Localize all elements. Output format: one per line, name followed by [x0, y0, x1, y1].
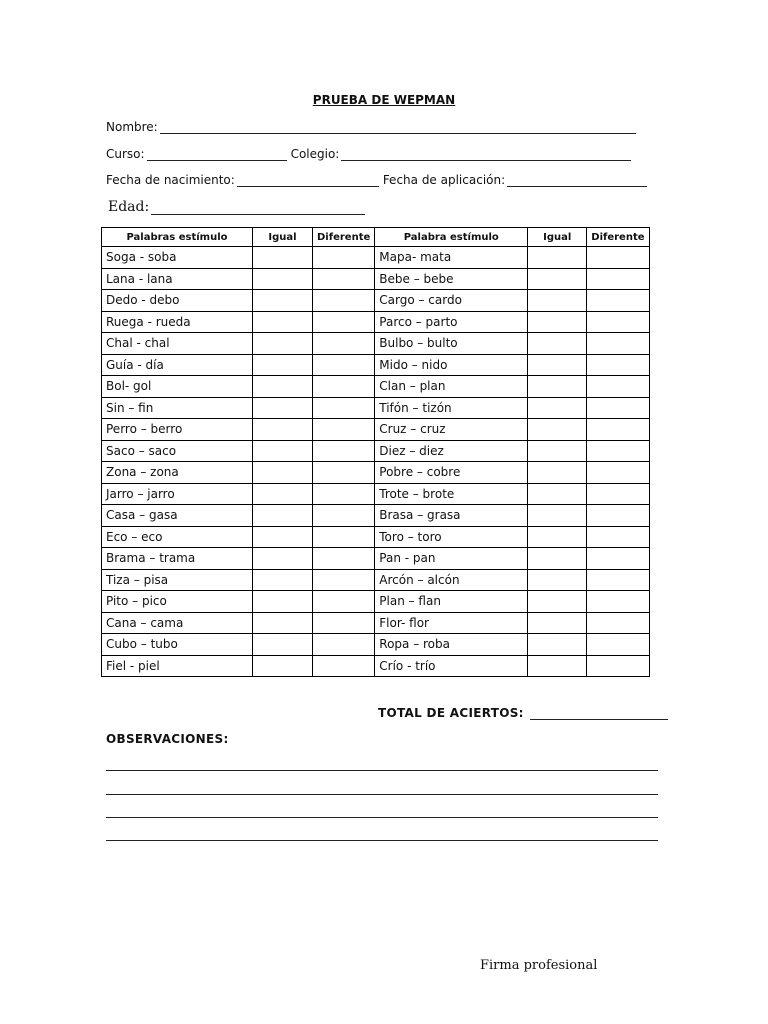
- diferente-left-cell[interactable]: [313, 376, 375, 398]
- igual-left-cell[interactable]: [253, 290, 313, 312]
- stimulus-right: Toro – toro: [375, 526, 528, 548]
- stimulus-left: Fiel - piel: [102, 655, 253, 677]
- igual-left-cell[interactable]: [253, 526, 313, 548]
- igual-right-cell[interactable]: [528, 655, 587, 677]
- diferente-right-cell[interactable]: [587, 290, 649, 312]
- igual-right-cell[interactable]: [528, 354, 587, 376]
- stimulus-left: Saco – saco: [102, 440, 253, 462]
- stimulus-left: Lana - lana: [102, 268, 253, 290]
- nombre-field[interactable]: [160, 121, 636, 134]
- stimulus-left: Dedo - debo: [102, 290, 253, 312]
- diferente-right-cell[interactable]: [587, 655, 649, 677]
- diferente-right-cell[interactable]: [587, 483, 649, 505]
- stimulus-left: Soga - soba: [102, 247, 253, 269]
- igual-right-cell[interactable]: [528, 612, 587, 634]
- colegio-field[interactable]: [341, 148, 631, 161]
- stimulus-left: Ruega - rueda: [102, 311, 253, 333]
- stimulus-left: Cubo – tubo: [102, 634, 253, 656]
- curso-label: Curso:: [106, 147, 145, 161]
- diferente-left-cell[interactable]: [313, 548, 375, 570]
- stimulus-left: Sin – fin: [102, 397, 253, 419]
- observaciones-line[interactable]: [106, 840, 658, 841]
- igual-right-cell[interactable]: [528, 397, 587, 419]
- stimulus-left: Casa – gasa: [102, 505, 253, 527]
- igual-right-cell[interactable]: [528, 569, 587, 591]
- diferente-left-cell[interactable]: [313, 634, 375, 656]
- diferente-left-cell[interactable]: [313, 440, 375, 462]
- igual-right-cell[interactable]: [528, 526, 587, 548]
- diferente-right-cell[interactable]: [587, 419, 649, 441]
- stimulus-right: Bebe – bebe: [375, 268, 528, 290]
- diferente-right-cell[interactable]: [587, 505, 649, 527]
- stimulus-right: Trote – brote: [375, 483, 528, 505]
- igual-left-cell[interactable]: [253, 268, 313, 290]
- diferente-left-cell[interactable]: [313, 483, 375, 505]
- table-row: [102, 376, 650, 398]
- igual-right-cell[interactable]: [528, 548, 587, 570]
- header-diferente-2: Diferente: [587, 228, 649, 247]
- igual-left-cell[interactable]: [253, 419, 313, 441]
- diferente-right-cell[interactable]: [587, 462, 649, 484]
- diferente-right-cell[interactable]: [587, 333, 649, 355]
- diferente-left-cell[interactable]: [313, 311, 375, 333]
- diferente-left-cell[interactable]: [313, 333, 375, 355]
- igual-left-cell[interactable]: [253, 634, 313, 656]
- table-row: [102, 333, 650, 355]
- stimulus-right: Mido – nido: [375, 354, 528, 376]
- table-row: [102, 397, 650, 419]
- diferente-right-cell[interactable]: [587, 397, 649, 419]
- stimulus-right: Arcón – alcón: [375, 569, 528, 591]
- igual-right-cell[interactable]: [528, 591, 587, 613]
- stimulus-right: Pan - pan: [375, 548, 528, 570]
- diferente-right-cell[interactable]: [587, 612, 649, 634]
- igual-left-cell[interactable]: [253, 591, 313, 613]
- stimulus-right: Ropa – roba: [375, 634, 528, 656]
- stimulus-right: Crío - trío: [375, 655, 528, 677]
- stimulus-right: Mapa- mata: [375, 247, 528, 269]
- diferente-left-cell[interactable]: [313, 290, 375, 312]
- observaciones-line[interactable]: [106, 794, 658, 795]
- diferente-right-cell[interactable]: [587, 247, 649, 269]
- igual-left-cell[interactable]: [253, 505, 313, 527]
- nombre-label: Nombre:: [106, 120, 158, 134]
- diferente-right-cell[interactable]: [587, 526, 649, 548]
- curso-field[interactable]: [147, 148, 287, 161]
- diferente-left-cell[interactable]: [313, 397, 375, 419]
- igual-left-cell[interactable]: [253, 440, 313, 462]
- fecha-aplicacion-label: Fecha de aplicación:: [382, 173, 506, 187]
- igual-left-cell[interactable]: [253, 376, 313, 398]
- table-row: [102, 569, 650, 591]
- stimulus-right: Plan – flan: [375, 591, 528, 613]
- total-aciertos-row: [378, 706, 672, 720]
- igual-right-cell[interactable]: [528, 419, 587, 441]
- table-row: [102, 591, 650, 613]
- igual-right-cell[interactable]: [528, 483, 587, 505]
- igual-left-cell[interactable]: [253, 397, 313, 419]
- edad-label: Edad:: [108, 199, 150, 215]
- diferente-right-cell[interactable]: [587, 354, 649, 376]
- edad-field[interactable]: [151, 200, 365, 215]
- fechas-row: [106, 173, 651, 187]
- stimulus-right: Pobre – cobre: [375, 462, 528, 484]
- diferente-left-cell[interactable]: [313, 462, 375, 484]
- igual-right-cell[interactable]: [528, 505, 587, 527]
- stimulus-right: Cruz – cruz: [375, 419, 528, 441]
- igual-right-cell[interactable]: [528, 247, 587, 269]
- diferente-right-cell[interactable]: [587, 634, 649, 656]
- table-row: [102, 655, 650, 677]
- document-title: PRUEBA DE WEPMAN: [312, 93, 456, 107]
- igual-right-cell[interactable]: [528, 268, 587, 290]
- stimulus-right: Cargo – cardo: [375, 290, 528, 312]
- igual-left-cell[interactable]: [253, 655, 313, 677]
- diferente-left-cell[interactable]: [313, 612, 375, 634]
- header-igual: Igual: [253, 228, 313, 247]
- igual-right-cell[interactable]: [528, 333, 587, 355]
- stimulus-left: Tiza – pisa: [102, 569, 253, 591]
- fecha-nacimiento-field[interactable]: [237, 174, 379, 187]
- stimulus-left: Brama – trama: [102, 548, 253, 570]
- wepman-table: [101, 227, 650, 677]
- igual-right-cell[interactable]: [528, 376, 587, 398]
- stimulus-left: Cana – cama: [102, 612, 253, 634]
- total-aciertos-field[interactable]: [530, 707, 668, 720]
- igual-left-cell[interactable]: [253, 311, 313, 333]
- table-row: [102, 354, 650, 376]
- diferente-right-cell[interactable]: [587, 591, 649, 613]
- table-row: [102, 612, 650, 634]
- stimulus-left: Pito – pico: [102, 591, 253, 613]
- firma-profesional: Firma profesional: [480, 958, 598, 973]
- stimulus-right: Bulbo – bulto: [375, 333, 528, 355]
- stimulus-left: Zona – zona: [102, 462, 253, 484]
- stimulus-left: Chal - chal: [102, 333, 253, 355]
- colegio-label: Colegio:: [290, 147, 340, 161]
- diferente-left-cell[interactable]: [313, 419, 375, 441]
- diferente-left-cell[interactable]: [313, 247, 375, 269]
- header-igual-2: Igual: [528, 228, 587, 247]
- observaciones-line[interactable]: [106, 770, 658, 771]
- header-palabras-estimulo: Palabras estímulo: [102, 228, 253, 247]
- diferente-right-cell[interactable]: [587, 440, 649, 462]
- fecha-aplicacion-field[interactable]: [507, 174, 647, 187]
- diferente-left-cell[interactable]: [313, 354, 375, 376]
- table-row: [102, 634, 650, 656]
- stimulus-right: Tifón – tizón: [375, 397, 528, 419]
- fecha-nacimiento-label: Fecha de nacimiento:: [106, 173, 235, 187]
- igual-left-cell[interactable]: [253, 483, 313, 505]
- diferente-left-cell[interactable]: [313, 526, 375, 548]
- igual-left-cell[interactable]: [253, 354, 313, 376]
- igual-right-cell[interactable]: [528, 440, 587, 462]
- diferente-left-cell[interactable]: [313, 569, 375, 591]
- igual-left-cell[interactable]: [253, 462, 313, 484]
- table-row: [102, 290, 650, 312]
- stimulus-right: Flor- flor: [375, 612, 528, 634]
- table-row: [102, 419, 650, 441]
- nombre-row: [106, 120, 640, 134]
- total-aciertos-label: TOTAL DE ACIERTOS:: [378, 706, 524, 720]
- diferente-left-cell[interactable]: [313, 591, 375, 613]
- diferente-right-cell[interactable]: [587, 311, 649, 333]
- header-palabra-estimulo: Palabra estímulo: [375, 228, 528, 247]
- igual-left-cell[interactable]: [253, 548, 313, 570]
- diferente-right-cell[interactable]: [587, 268, 649, 290]
- curso-colegio-row: [106, 147, 635, 161]
- observaciones-line[interactable]: [106, 817, 658, 818]
- table-row: [102, 548, 650, 570]
- igual-right-cell[interactable]: [528, 462, 587, 484]
- igual-left-cell[interactable]: [253, 333, 313, 355]
- table-row: [102, 440, 650, 462]
- diferente-left-cell[interactable]: [313, 268, 375, 290]
- table-row: [102, 268, 650, 290]
- table-row: [102, 462, 650, 484]
- diferente-right-cell[interactable]: [587, 376, 649, 398]
- igual-left-cell[interactable]: [253, 612, 313, 634]
- diferente-left-cell[interactable]: [313, 655, 375, 677]
- stimulus-right: Parco – parto: [375, 311, 528, 333]
- edad-row: [108, 199, 369, 215]
- table-row: [102, 311, 650, 333]
- header-diferente: Diferente: [313, 228, 375, 247]
- stimulus-right: Diez – diez: [375, 440, 528, 462]
- igual-left-cell[interactable]: [253, 569, 313, 591]
- diferente-right-cell[interactable]: [587, 569, 649, 591]
- table-row: [102, 505, 650, 527]
- table-body: [102, 247, 650, 677]
- stimulus-right: Brasa – grasa: [375, 505, 528, 527]
- stimulus-left: Perro – berro: [102, 419, 253, 441]
- igual-right-cell[interactable]: [528, 311, 587, 333]
- stimulus-right: Clan – plan: [375, 376, 528, 398]
- table-row: [102, 526, 650, 548]
- stimulus-left: Bol- gol: [102, 376, 253, 398]
- igual-right-cell[interactable]: [528, 290, 587, 312]
- stimulus-left: Eco – eco: [102, 526, 253, 548]
- table-row: [102, 247, 650, 269]
- igual-right-cell[interactable]: [528, 634, 587, 656]
- diferente-right-cell[interactable]: [587, 548, 649, 570]
- table-header-row: [102, 228, 650, 247]
- stimulus-left: Jarro – jarro: [102, 483, 253, 505]
- stimulus-left: Guía - día: [102, 354, 253, 376]
- igual-left-cell[interactable]: [253, 247, 313, 269]
- observaciones-label: OBSERVACIONES:: [106, 732, 229, 746]
- diferente-left-cell[interactable]: [313, 505, 375, 527]
- table-row: [102, 483, 650, 505]
